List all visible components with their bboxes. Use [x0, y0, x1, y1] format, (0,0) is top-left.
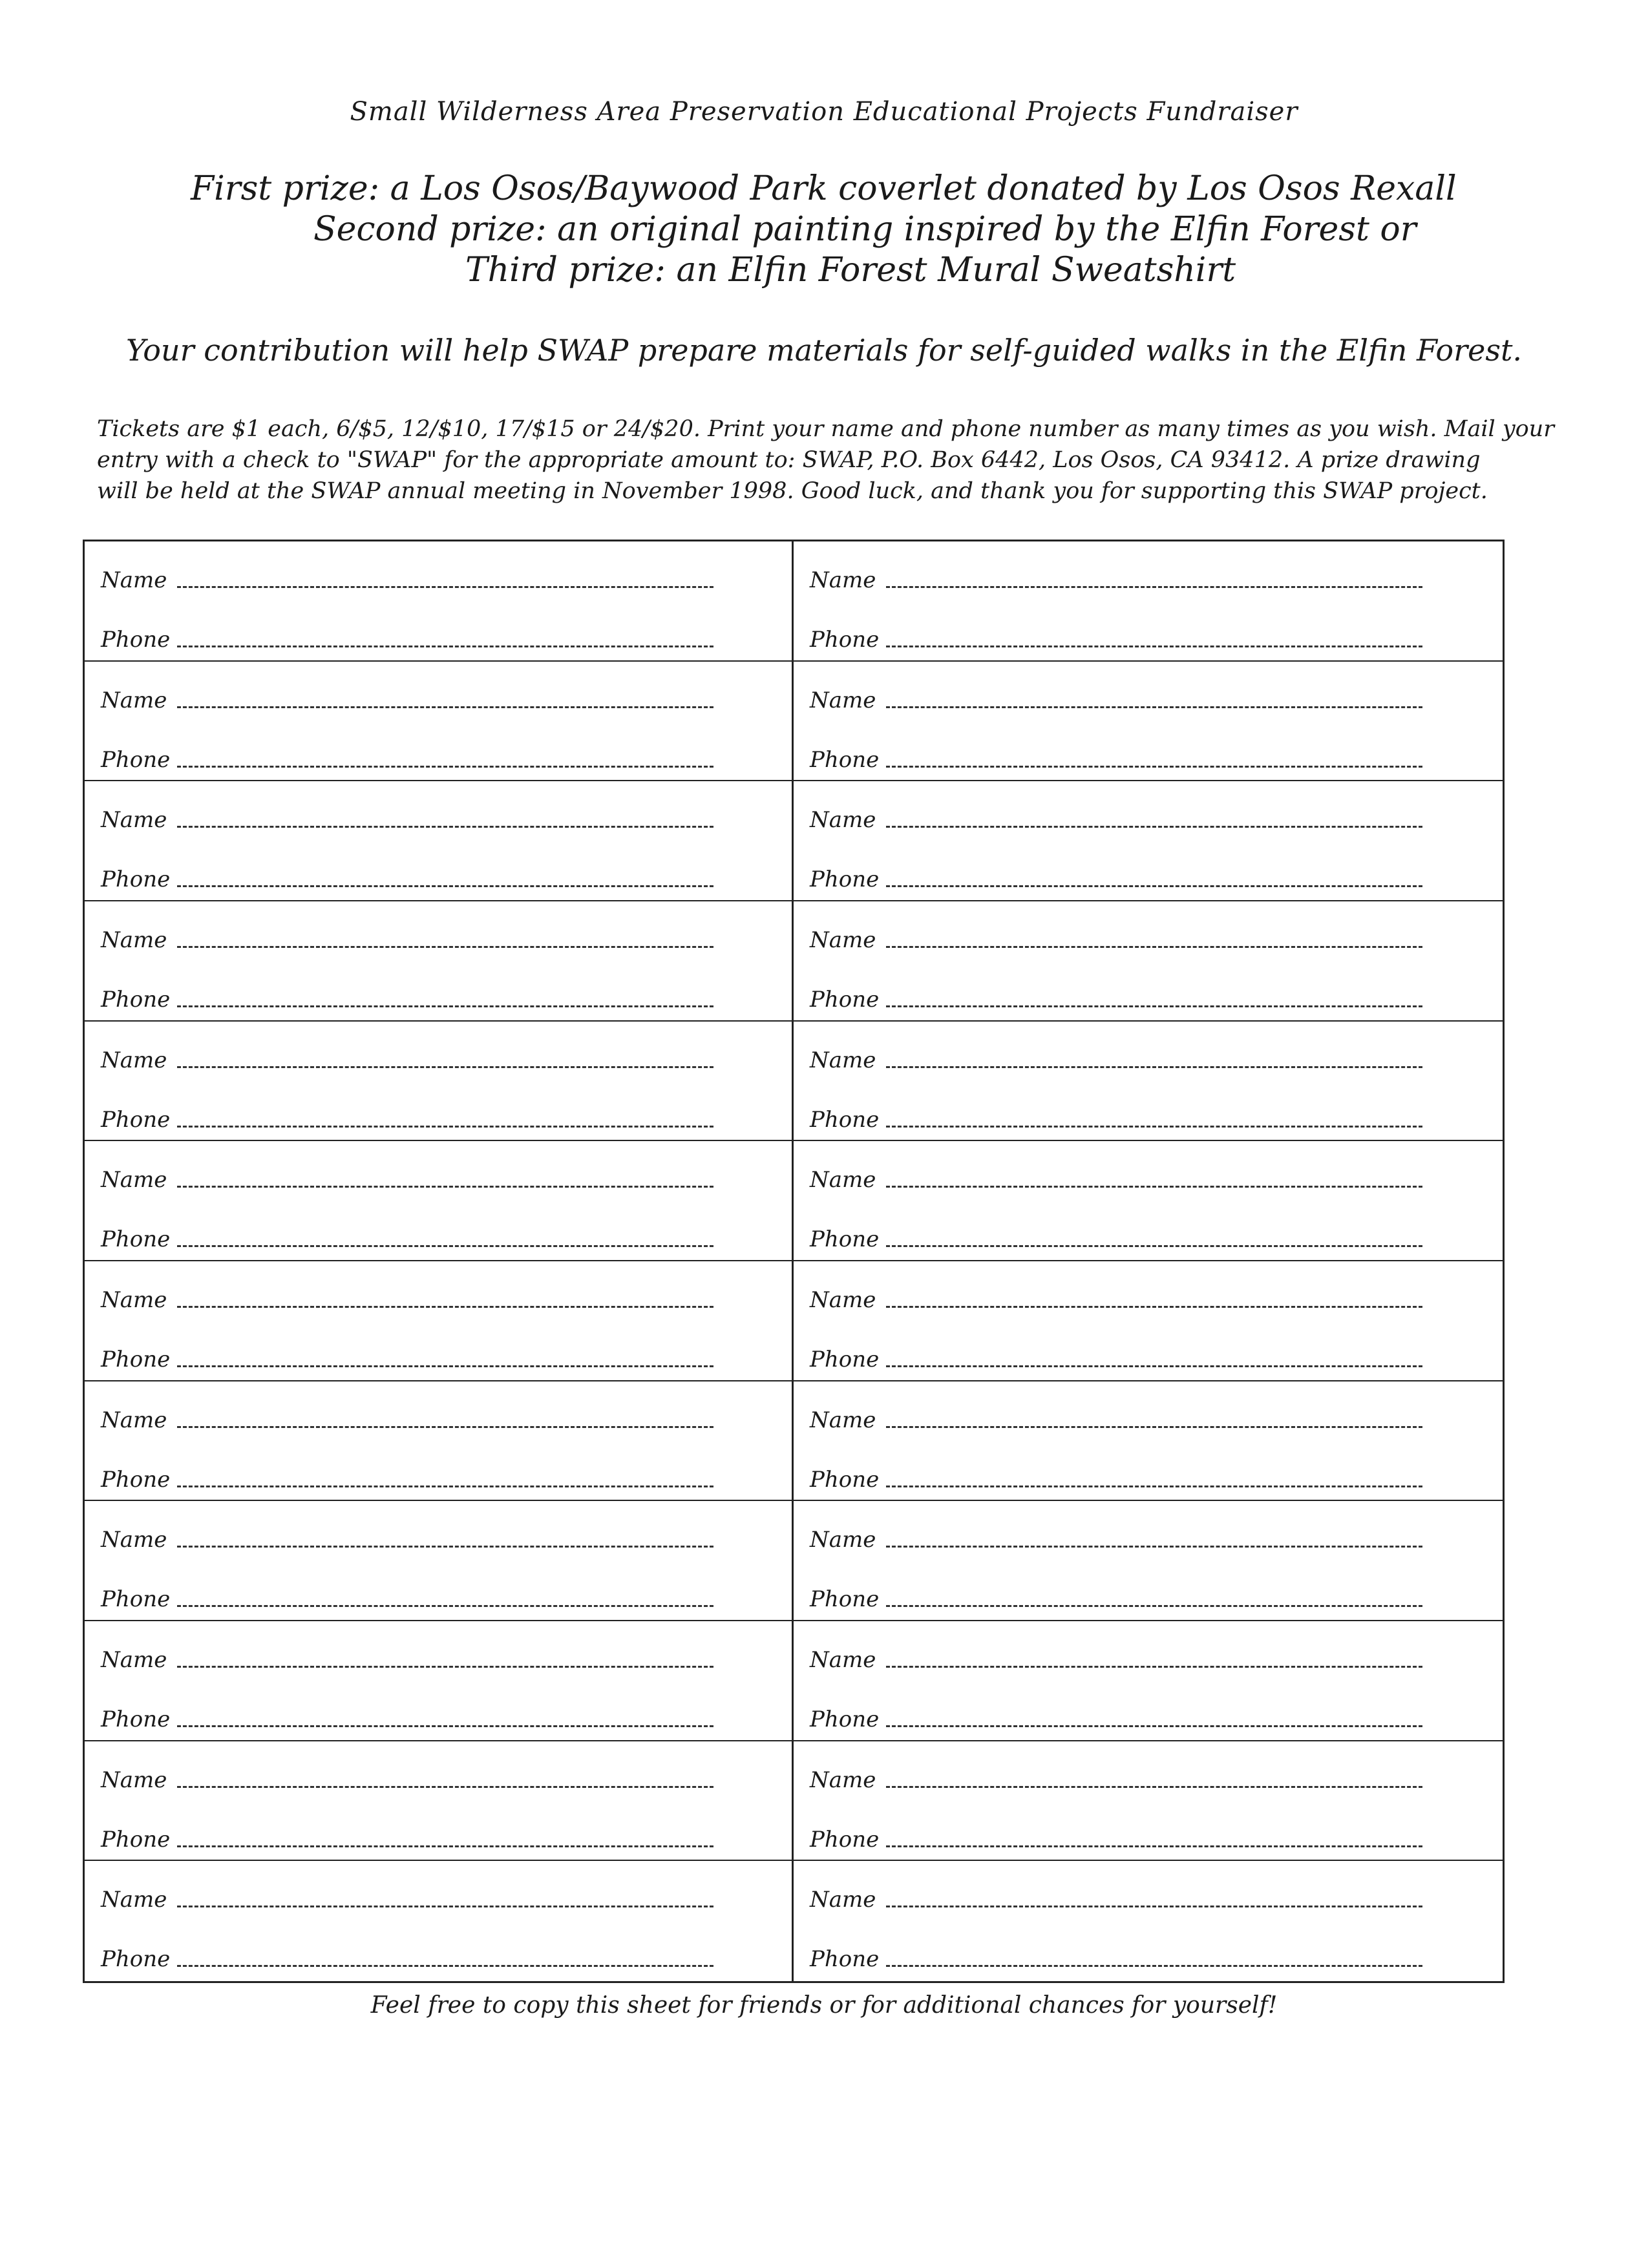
phone-entry-line[interactable] [177, 1126, 713, 1128]
entry-cell [794, 541, 1503, 662]
name-field [810, 688, 1422, 713]
name-entry-line[interactable] [177, 1666, 713, 1668]
phone-field [101, 1347, 713, 1372]
name-label: Name [101, 567, 167, 593]
name-entry-line[interactable] [177, 1426, 713, 1428]
name-label: Name [101, 807, 167, 834]
entry-cell [85, 901, 794, 1022]
name-field [101, 927, 713, 953]
phone-entry-line[interactable] [886, 885, 1422, 887]
phone-field [810, 1467, 1422, 1493]
org-title: Small Wilderness Area Preservation Educational Projects Fundraiser [350, 97, 1298, 127]
name-entry-line[interactable] [177, 1066, 713, 1068]
entry-cell [85, 1861, 794, 1981]
phone-entry-line[interactable] [177, 1005, 713, 1007]
phone-field [810, 866, 1422, 892]
phone-entry-line[interactable] [886, 1725, 1422, 1727]
name-field [810, 1887, 1422, 1913]
entry-cell [85, 781, 794, 901]
name-label: Name [810, 687, 876, 713]
name-label: Name [810, 927, 876, 953]
phone-label: Phone [810, 1706, 880, 1732]
entry-cell [794, 1381, 1503, 1502]
phone-label: Phone [810, 866, 880, 893]
entry-cell [85, 1022, 794, 1142]
phone-label: Phone [101, 1946, 171, 1973]
name-field [810, 567, 1422, 593]
name-label: Name [810, 567, 876, 593]
phone-entry-line[interactable] [177, 1725, 713, 1727]
phone-label: Phone [101, 1226, 171, 1253]
entry-cell [794, 662, 1503, 782]
phone-field [810, 987, 1422, 1013]
name-entry-line[interactable] [177, 586, 713, 588]
name-field [101, 1167, 713, 1193]
phone-entry-line[interactable] [177, 1486, 713, 1487]
phone-field [101, 627, 713, 653]
phone-entry-line[interactable] [886, 1605, 1422, 1607]
entry-grid [83, 540, 1505, 1983]
name-label: Name [810, 1407, 876, 1433]
entry-cell [85, 1501, 794, 1621]
name-field [101, 1887, 713, 1913]
phone-label: Phone [101, 1466, 171, 1493]
footer-note: Feel free to copy this sheet for friends or for additional chances for yourself! [370, 1992, 1278, 2019]
name-label: Name [101, 1767, 167, 1793]
name-entry-line[interactable] [177, 706, 713, 708]
phone-entry-line[interactable] [886, 1005, 1422, 1007]
name-label: Name [101, 1647, 167, 1673]
name-entry-line[interactable] [886, 1906, 1422, 1907]
entry-cell [85, 1381, 794, 1502]
phone-field [101, 1467, 713, 1493]
phone-field [810, 747, 1422, 773]
name-field [101, 1527, 713, 1553]
phone-label: Phone [810, 627, 880, 653]
entry-cell [794, 1022, 1503, 1142]
instructions-line: Tickets are $1 each, 6/$5, 12/$10, 17/$15 or 24/$20. Print your name and phone number as many times as you wish. Mail your [97, 416, 1554, 442]
entry-cell [85, 662, 794, 782]
phone-label: Phone [810, 987, 880, 1013]
name-entry-line[interactable] [177, 946, 713, 948]
name-entry-line[interactable] [177, 1906, 713, 1907]
name-label: Name [101, 1287, 167, 1313]
phone-field [810, 1946, 1422, 1972]
name-field [810, 1287, 1422, 1313]
entry-cell [85, 1741, 794, 1862]
name-label: Name [810, 1287, 876, 1313]
name-field [810, 1647, 1422, 1673]
phone-entry-line[interactable] [886, 1965, 1422, 1967]
name-entry-line[interactable] [886, 1186, 1422, 1188]
phone-field [101, 987, 713, 1013]
name-label: Name [810, 1767, 876, 1793]
name-label: Name [101, 927, 167, 953]
instructions-line: will be held at the SWAP annual meeting in November 1998. Good luck, and thank you for supporting this SWAP project. [97, 478, 1488, 504]
phone-entry-line[interactable] [177, 1365, 713, 1367]
name-entry-line[interactable] [886, 1786, 1422, 1788]
name-field [101, 688, 713, 713]
phone-field [810, 1107, 1422, 1133]
phone-label: Phone [810, 1586, 880, 1613]
phone-label: Phone [810, 1106, 880, 1133]
second-prize-line: Second prize: an original painting inspired by the Elfin Forest or [313, 210, 1417, 249]
phone-entry-line[interactable] [177, 1965, 713, 1967]
first-prize-line: First prize: a Los Osos/Baywood Park coverlet donated by Los Osos Rexall [191, 169, 1457, 208]
name-entry-line[interactable] [886, 1666, 1422, 1668]
name-entry-line[interactable] [177, 1546, 713, 1548]
name-field [810, 1167, 1422, 1193]
phone-field [101, 1827, 713, 1853]
phone-label: Phone [101, 1706, 171, 1732]
name-entry-line[interactable] [177, 1186, 713, 1188]
entry-cell [794, 781, 1503, 901]
name-field [101, 1767, 713, 1793]
name-field [101, 1287, 713, 1313]
name-entry-line[interactable] [886, 1546, 1422, 1548]
entry-cell [794, 1141, 1503, 1261]
entry-cell [85, 541, 794, 662]
name-entry-line[interactable] [886, 1306, 1422, 1308]
phone-entry-line[interactable] [886, 646, 1422, 647]
name-label: Name [810, 1527, 876, 1553]
phone-entry-line[interactable] [886, 1126, 1422, 1128]
phone-entry-line[interactable] [177, 885, 713, 887]
phone-entry-line[interactable] [177, 766, 713, 768]
phone-field [101, 747, 713, 773]
phone-field [810, 1706, 1422, 1732]
phone-entry-line[interactable] [886, 1486, 1422, 1487]
name-field [810, 1407, 1422, 1433]
name-label: Name [101, 1887, 167, 1913]
phone-entry-line[interactable] [886, 1245, 1422, 1247]
name-field [101, 1407, 713, 1433]
name-field [101, 807, 713, 833]
phone-field [101, 1706, 713, 1732]
phone-label: Phone [810, 1826, 880, 1853]
name-entry-line[interactable] [177, 1306, 713, 1308]
phone-entry-line[interactable] [886, 1845, 1422, 1847]
entry-cell [794, 1741, 1503, 1862]
phone-label: Phone [101, 627, 171, 653]
phone-label: Phone [810, 1946, 880, 1973]
name-label: Name [101, 687, 167, 713]
phone-label: Phone [810, 746, 880, 773]
phone-field [810, 1827, 1422, 1853]
name-label: Name [810, 1647, 876, 1673]
name-label: Name [101, 1527, 167, 1553]
phone-label: Phone [810, 1347, 880, 1372]
name-label: Name [101, 1047, 167, 1073]
name-entry-line[interactable] [886, 586, 1422, 588]
phone-field [810, 1586, 1422, 1612]
third-prize-line: Third prize: an Elfin Forest Mural Sweatshirt [465, 251, 1236, 289]
name-entry-line[interactable] [177, 1786, 713, 1788]
instructions-line: entry with a check to "SWAP" for the appropriate amount to: SWAP, P.O. Box 6442, Los Osos, CA 93412. A prize drawing [97, 447, 1481, 473]
phone-entry-line[interactable] [177, 646, 713, 647]
name-entry-line[interactable] [886, 1066, 1422, 1068]
phone-label: Phone [810, 1466, 880, 1493]
phone-label: Phone [101, 866, 171, 893]
contribution-statement: Your contribution will help SWAP prepare materials for self-guided walks in the Elfin Forest. [125, 333, 1523, 368]
phone-field [101, 1586, 713, 1612]
phone-entry-line[interactable] [886, 766, 1422, 768]
name-entry-line[interactable] [177, 826, 713, 828]
phone-entry-line[interactable] [177, 1605, 713, 1607]
entry-cell [794, 1261, 1503, 1381]
entry-cell [794, 1501, 1503, 1621]
phone-label: Phone [101, 1586, 171, 1613]
name-entry-line[interactable] [886, 826, 1422, 828]
name-label: Name [101, 1167, 167, 1193]
name-label: Name [810, 1167, 876, 1193]
name-entry-line[interactable] [886, 706, 1422, 708]
name-field [101, 1647, 713, 1673]
name-label: Name [810, 1887, 876, 1913]
name-field [810, 1767, 1422, 1793]
name-label: Name [810, 1047, 876, 1073]
phone-label: Phone [101, 1826, 171, 1853]
name-label: Name [810, 807, 876, 834]
phone-label: Phone [101, 1106, 171, 1133]
entry-cell [794, 901, 1503, 1022]
name-field [810, 1527, 1422, 1553]
phone-field [101, 866, 713, 892]
phone-entry-line[interactable] [886, 1365, 1422, 1367]
phone-field [810, 1347, 1422, 1372]
phone-label: Phone [101, 987, 171, 1013]
phone-field [101, 1226, 713, 1252]
phone-field [810, 627, 1422, 653]
name-field [101, 1047, 713, 1073]
phone-field [101, 1107, 713, 1133]
entry-cell [85, 1261, 794, 1381]
phone-field [810, 1226, 1422, 1252]
phone-entry-line[interactable] [177, 1245, 713, 1247]
entry-cell [794, 1621, 1503, 1741]
entry-cell [85, 1621, 794, 1741]
phone-label: Phone [101, 1347, 171, 1372]
name-label: Name [101, 1407, 167, 1433]
entry-cell [85, 1141, 794, 1261]
phone-label: Phone [810, 1226, 880, 1253]
name-entry-line[interactable] [886, 946, 1422, 948]
phone-label: Phone [101, 746, 171, 773]
name-field [810, 807, 1422, 833]
name-field [101, 567, 713, 593]
name-field [810, 1047, 1422, 1073]
name-entry-line[interactable] [886, 1426, 1422, 1428]
phone-entry-line[interactable] [177, 1845, 713, 1847]
phone-field [101, 1946, 713, 1972]
name-field [810, 927, 1422, 953]
entry-cell [794, 1861, 1503, 1981]
